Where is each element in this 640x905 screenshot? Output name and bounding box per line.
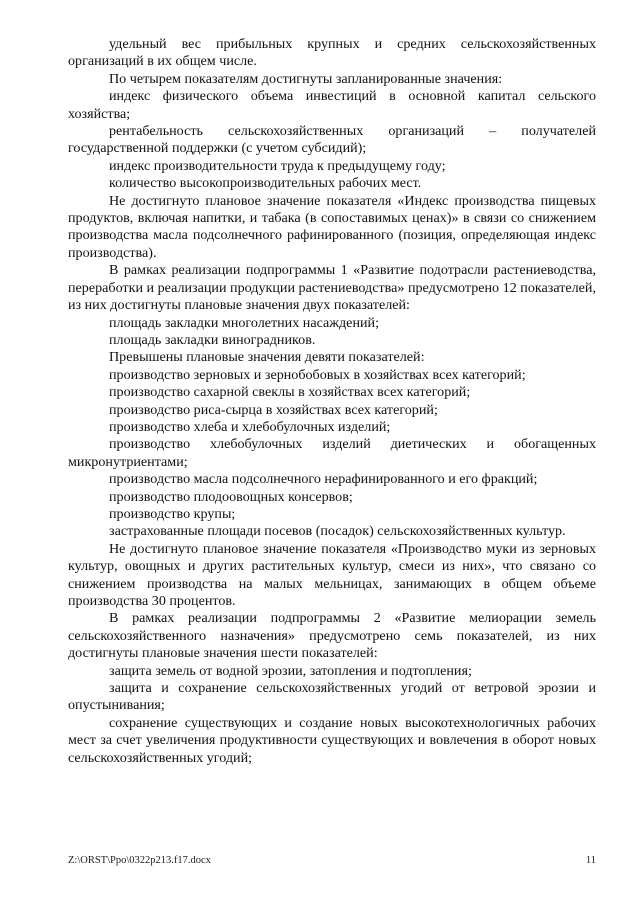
paragraph: производство крупы;: [109, 505, 236, 522]
paragraph: производство масла подсолнечного нерафинированного и его фракций;: [109, 471, 538, 488]
paragraph: производство риса-сырца в хозяйствах всех категорий;: [109, 401, 438, 418]
paragraph: В рамках реализации подпрограммы 1 «Развитие подотрасли растениеводства, переработки и реализации продукции растениеводства» предусмотрено 12 показателей, из них достигнуты плановые значения двух показателей:: [68, 262, 596, 314]
document-body: [68, 36, 596, 767]
paragraph: защита и сохранение сельскохозяйственных угодий от ветровой эрозии и опустынивания;: [68, 680, 596, 714]
paragraph: застрахованные площади посевов (посадок) сельскохозяйственных культур.: [109, 523, 566, 540]
paragraph: индекс производительности труда к предыдущему году;: [109, 157, 446, 174]
paragraph: Не достигнуто плановое значение показателя «Производство муки из зерновых культур, овощных и других растительных культур, смеси из них», что связано со снижением производства на малых мельницах, занимающих в общем объеме производства 30 процентов.: [68, 540, 596, 609]
paragraph: производство сахарной свеклы в хозяйствах всех категорий;: [109, 384, 471, 401]
file-path: Z:\ORST\Ppo\0322p213.f17.docx: [68, 855, 211, 866]
paragraph: количество высокопроизводительных рабочих мест.: [109, 175, 422, 192]
paragraph: По четырем показателям достигнуты запланированные значения:: [109, 70, 503, 87]
paragraph: рентабельность сельскохозяйственных организаций – получателей государственной поддержки (с учетом субсидий);: [68, 123, 596, 157]
page-number: 11: [585, 855, 596, 866]
paragraph: производство хлеба и хлебобулочных изделий;: [109, 418, 391, 435]
paragraph: площадь закладки виноградников.: [109, 331, 316, 348]
paragraph: производство зерновых и зернобобовых в хозяйствах всех категорий;: [109, 366, 526, 383]
paragraph: производство плодоовощных консервов;: [109, 488, 353, 505]
paragraph: производство хлебобулочных изделий диетических и обогащенных микронутриентами;: [68, 436, 596, 470]
paragraph: В рамках реализации подпрограммы 2 «Развитие мелиорации земель сельскохозяйственного назначения» предусмотрено семь показателей, из них достигнуты плановые значения шести показателей:: [68, 610, 596, 662]
paragraph: сохранение существующих и создание новых высокотехнологичных рабочих мест за счет увеличения продуктивности существующих и вовлечения в оборот новых сельскохозяйственных угодий;: [68, 714, 596, 766]
paragraph: Превышены плановые значения девяти показателей:: [109, 349, 425, 366]
paragraph: площадь закладки многолетних насаждений;: [109, 314, 379, 331]
paragraph: индекс физического объема инвестиций в основной капитал сельского хозяйства;: [68, 88, 596, 122]
paragraph: удельный вес прибыльных крупных и средних сельскохозяйственных организаций в их общем числе.: [68, 36, 596, 70]
paragraph: Не достигнуто плановое значение показателя «Индекс производства пищевых продуктов, включая напитки, и табака (в сопоставимых ценах)» в связи со снижением производства масла подсолнечного рафинированного (позиция, определяющая индекс производства).: [68, 192, 596, 261]
page-footer: [68, 855, 596, 869]
paragraph: защита земель от водной эрозии, затопления и подтопления;: [109, 662, 472, 679]
